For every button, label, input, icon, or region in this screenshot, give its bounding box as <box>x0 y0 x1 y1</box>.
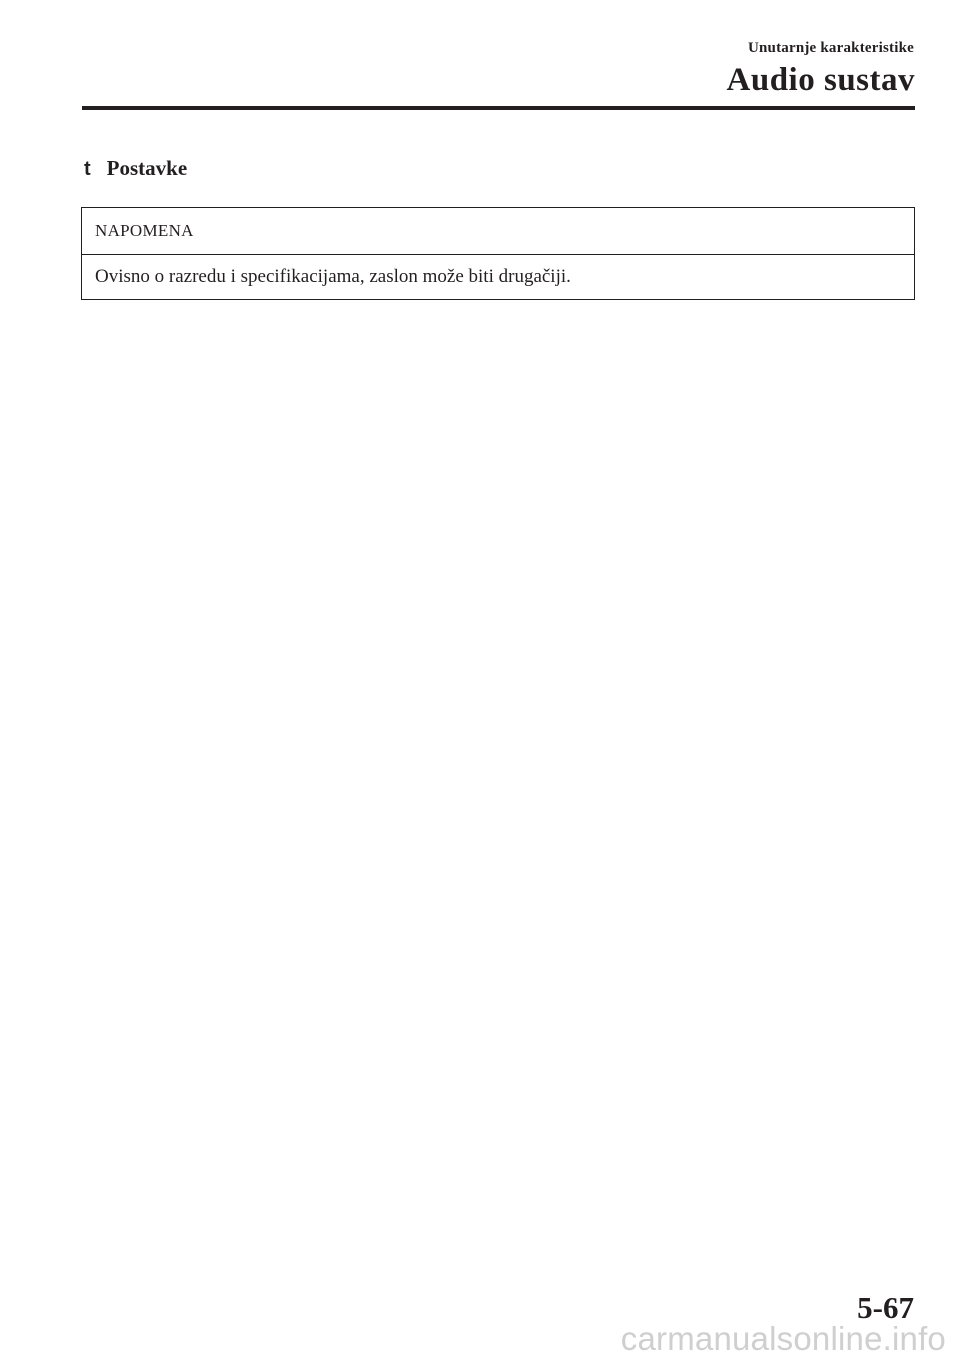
note-title: NAPOMENA <box>82 208 914 255</box>
chapter-title: Unutarnje karakteristike <box>747 40 914 56</box>
section-bullet-icon: t <box>84 158 91 180</box>
note-box <box>81 207 915 300</box>
note-body: Ovisno o razredu i specifikacijama, zaslon može biti drugačiji. <box>95 266 571 287</box>
page-number: 5-67 <box>857 1290 914 1325</box>
section-title: Audio sustav <box>726 62 915 98</box>
subsection-title: Postavke <box>106 156 188 180</box>
header-divider <box>82 106 915 110</box>
subsection-heading <box>84 156 187 181</box>
watermark: carmanualsonline.info <box>620 1320 946 1357</box>
